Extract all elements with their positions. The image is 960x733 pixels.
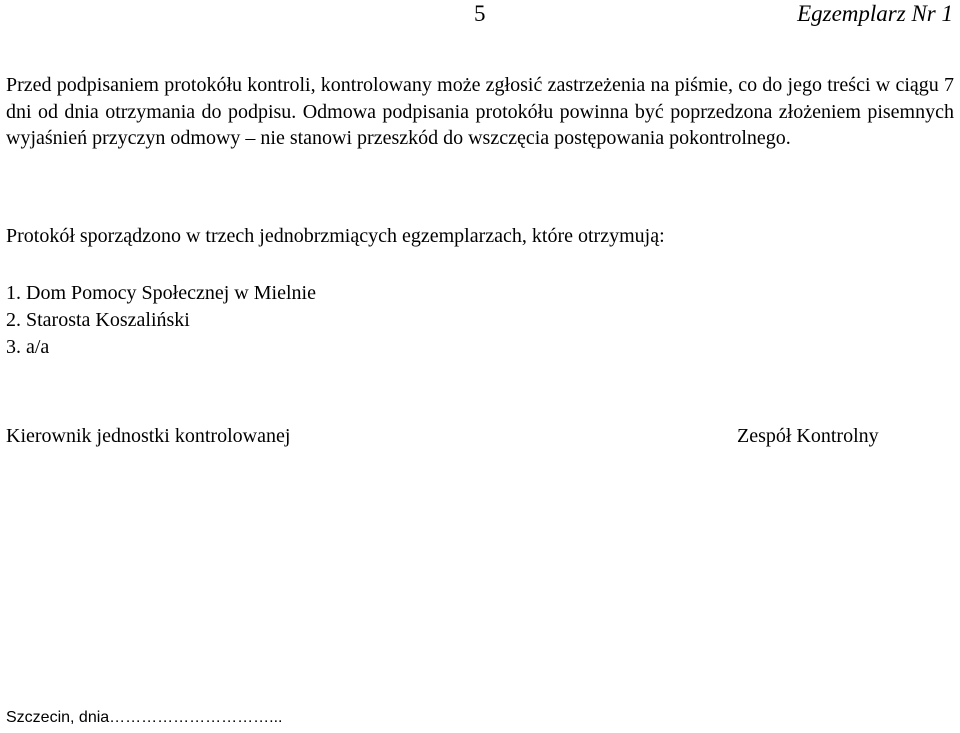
recipients-list xyxy=(6,280,316,361)
reservations-paragraph: Przed podpisaniem protokółu kontroli, kontrolowany może zgłosić zastrzeżenia na piśmie, co do jego treści w ciągu 7 dni od dnia otrzymania do podpisu. Odmowa podpisania protokółu powinna być poprzedzona złożeniem pisemnych wyjaśnień przyczyn odmowy – nie stanowi przeszkód do wszczęcia postępowania pokontrolnego. xyxy=(6,74,954,149)
recipient-item: 2. Starosta Koszaliński xyxy=(6,309,190,331)
page-number: 5 xyxy=(474,1,486,26)
signature-control-team: Zespół Kontrolny xyxy=(737,425,879,447)
signature-head-of-unit: Kierownik jednostki kontrolowanej xyxy=(6,425,291,447)
recipient-item: 3. a/a xyxy=(6,336,50,358)
recipient-item: 1. Dom Pomocy Społecznej w Mielnie xyxy=(6,282,316,304)
place-date-line: Szczecin, dnia…………………………... xyxy=(6,709,283,726)
copies-paragraph: Protokół sporządzono w trzech jednobrzmiących egzemplarzach, które otrzymują: xyxy=(6,225,665,247)
copy-label: Egzemplarz Nr 1 xyxy=(797,1,953,26)
